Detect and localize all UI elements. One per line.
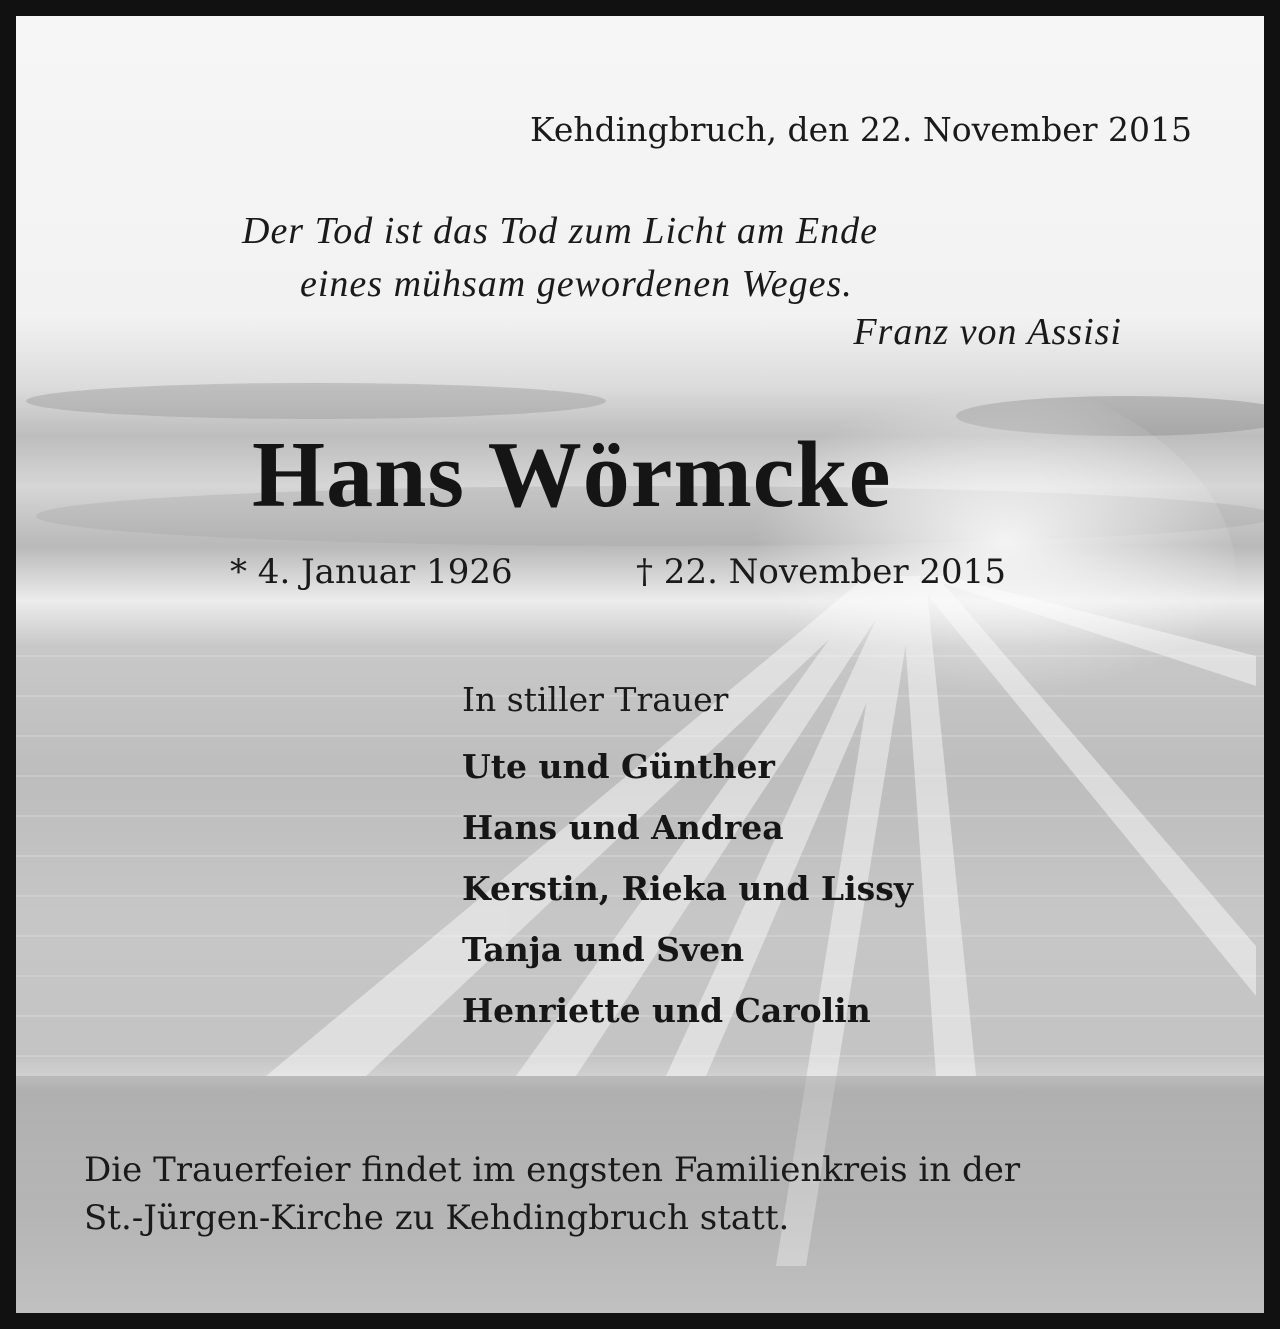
funeral-info-line-1: Die Trauerfeier findet im engsten Familienkreis in der — [84, 1150, 1021, 1190]
mourner: Henriette und Carolin — [462, 991, 871, 1030]
mourning-heading: In stiller Trauer — [462, 680, 729, 719]
mourner: Tanja und Sven — [462, 930, 745, 969]
place-and-date: Kehdingbruch, den 22. November 2015 — [530, 110, 1192, 149]
mourner: Hans und Andrea — [462, 808, 784, 847]
quote-line-2: eines mühsam gewordenen Weges. — [300, 263, 853, 305]
mourner: Ute und Günther — [462, 747, 775, 786]
quote-line-1: Der Tod ist das Tod zum Licht am Ende — [242, 210, 878, 252]
cloud-band — [26, 383, 606, 419]
mourner: Kerstin, Rieka und Lissy — [462, 869, 913, 908]
mourners-list — [462, 747, 913, 1052]
funeral-info — [84, 1146, 1204, 1242]
funeral-info-line-2: St.-Jürgen-Kirche zu Kehdingbruch statt. — [84, 1198, 790, 1238]
death-date: † 22. November 2015 — [636, 552, 1006, 592]
deceased-name: Hans Wörmcke — [252, 423, 892, 527]
birth-date: * 4. Januar 1926 — [230, 552, 513, 592]
quote-author: Franz von Assisi — [853, 311, 1122, 353]
